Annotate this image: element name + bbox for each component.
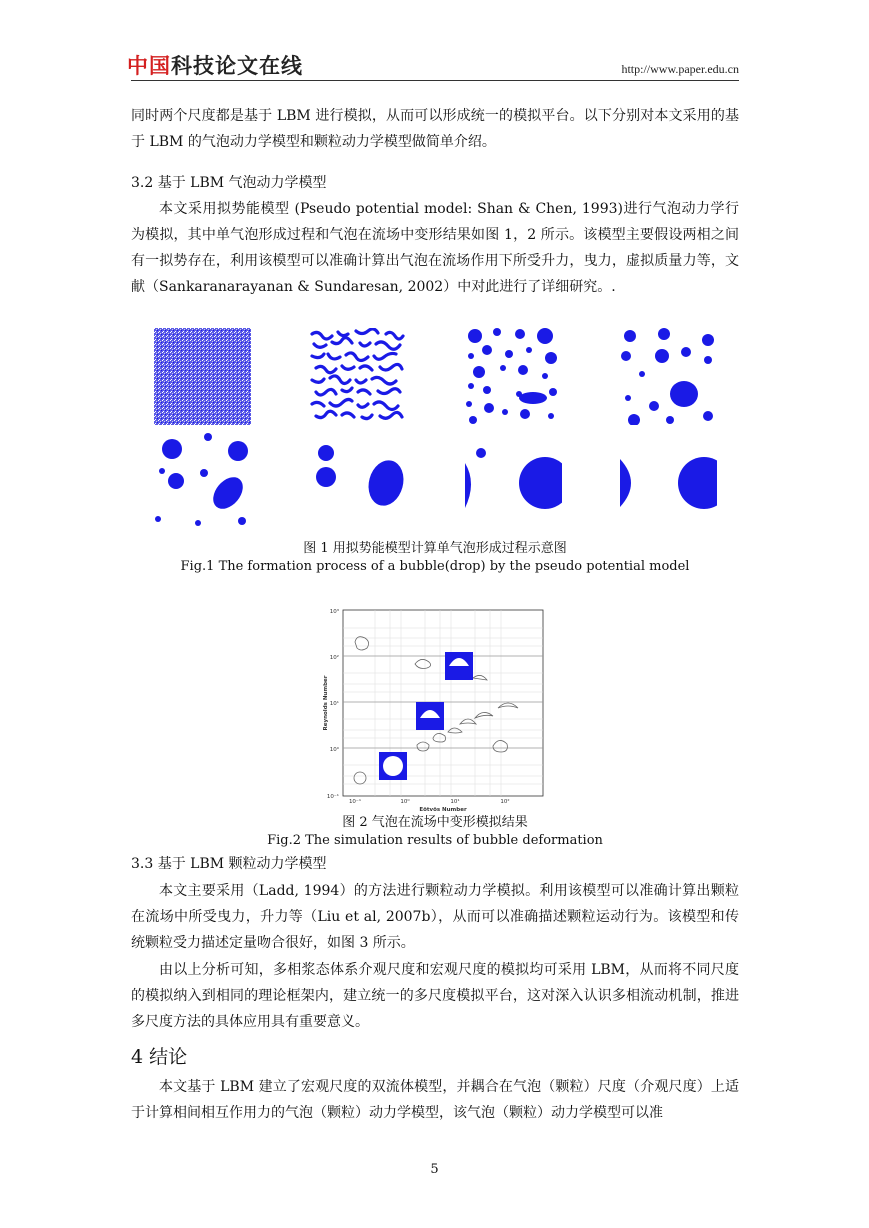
figure-2-caption-en: Fig.2 The simulation results of bubble deformation — [267, 833, 603, 848]
section-heading-3-3: 3.3 基于 LBM 颗粒动力学模型 — [131, 856, 327, 872]
section-heading-4: 4 结论 — [131, 1046, 188, 1068]
x-axis-label: Eötvös Number — [419, 807, 467, 813]
y-tick-label: 10⁰ — [329, 747, 339, 753]
paragraph-intro: 同时两个尺度都是基于 LBM 进行模拟，从而可以形成统一的模拟平台。以下分别对本文采用的基于 LBM 的气泡动力学模型和颗粒动力学模型做简单介绍。 — [131, 108, 739, 150]
journal-logo — [127, 50, 317, 76]
paragraph-conclusion: 本文基于 LBM 建立了宏观尺度的双流体模型，并耦合在气泡（颗粒）尺度（介观尺度）上适于计算相间相互作用力的气泡（颗粒）动力学模型，该气泡（颗粒）动力学模型可以准 — [131, 1079, 739, 1121]
x-tick-label: 10⁰ — [400, 799, 410, 805]
fig1-tile-7 — [465, 433, 562, 530]
logo-text: 科技论文在线 — [171, 54, 303, 78]
site-url[interactable]: http://www.paper.edu.cn — [621, 62, 739, 76]
paragraph-particle-model: 本文主要采用（Ladd, 1994）的方法进行颗粒动力学模拟。利用该模型可以准确计算出颗粒在流场中所受曳力，升力等（Liu et al, 2007b），从而可以准确描述颗粒运动行为。该模型和传统颗粒受力描述定量吻合很好，如图 3 所示。 — [131, 883, 739, 951]
page-number: 5 — [430, 1162, 439, 1177]
fig1-tile-6 — [310, 433, 407, 530]
fig1-tile-3 — [465, 328, 562, 425]
x-tick-label: 10¹ — [450, 799, 460, 805]
figure-2-caption-zh: 图 2 气泡在流场中变形模拟结果 — [342, 815, 528, 830]
figure-1-caption-en: Fig.1 The formation process of a bubble(drop) by the pseudo potential model — [180, 559, 690, 574]
x-tick-label: 10⁻¹ — [348, 799, 362, 805]
fig1-tile-8 — [620, 433, 717, 530]
paragraph-analysis: 由以上分析可知，多相浆态体系介观尺度和宏观尺度的模拟均可采用 LBM，从而将不同尺度的模拟纳入到相同的理论框架内，建立统一的多尺度模拟平台，这对深入认识多相流动机制，推进多尺度方法的具体应用具有重要意义。 — [131, 962, 739, 1030]
figure-2-chart — [315, 600, 555, 815]
y-tick-label: 10³ — [329, 609, 339, 615]
y-axis-label: Reynolds Number — [323, 675, 329, 731]
figure-1-caption-zh: 图 1 用拟势能模型计算单气泡形成过程示意图 — [303, 541, 567, 556]
logo-red-text: 中国 — [127, 54, 171, 78]
fig1-tile-4 — [620, 328, 717, 425]
fig1-tile-1 — [154, 328, 251, 425]
fig1-tile-2 — [310, 328, 407, 425]
section-heading-3-2: 3.2 基于 LBM 气泡动力学模型 — [131, 175, 327, 191]
y-tick-label: 10² — [329, 655, 339, 661]
x-tick-label: 10² — [500, 799, 510, 805]
fig1-tile-5 — [154, 433, 251, 530]
paragraph-bubble-model: 本文采用拟势能模型 (Pseudo potential model: Shan & Chen, 1993)进行气泡动力学行为模拟，其中单气泡形成过程和气泡在流场中变形结果如图 1，2 所示。该模型主要假设两相之间有一拟势存在，利用该模型可以准确计算出气泡在流场作用下所受升力，曳力，虚拟质量力等，文献（Sankaranarayanan & Sundaresan, 2002）中对此进行了详细研究。. — [131, 201, 739, 295]
y-tick-label: 10⁻¹ — [326, 794, 339, 800]
header-rule — [131, 80, 739, 81]
y-tick-label: 10¹ — [329, 701, 339, 707]
